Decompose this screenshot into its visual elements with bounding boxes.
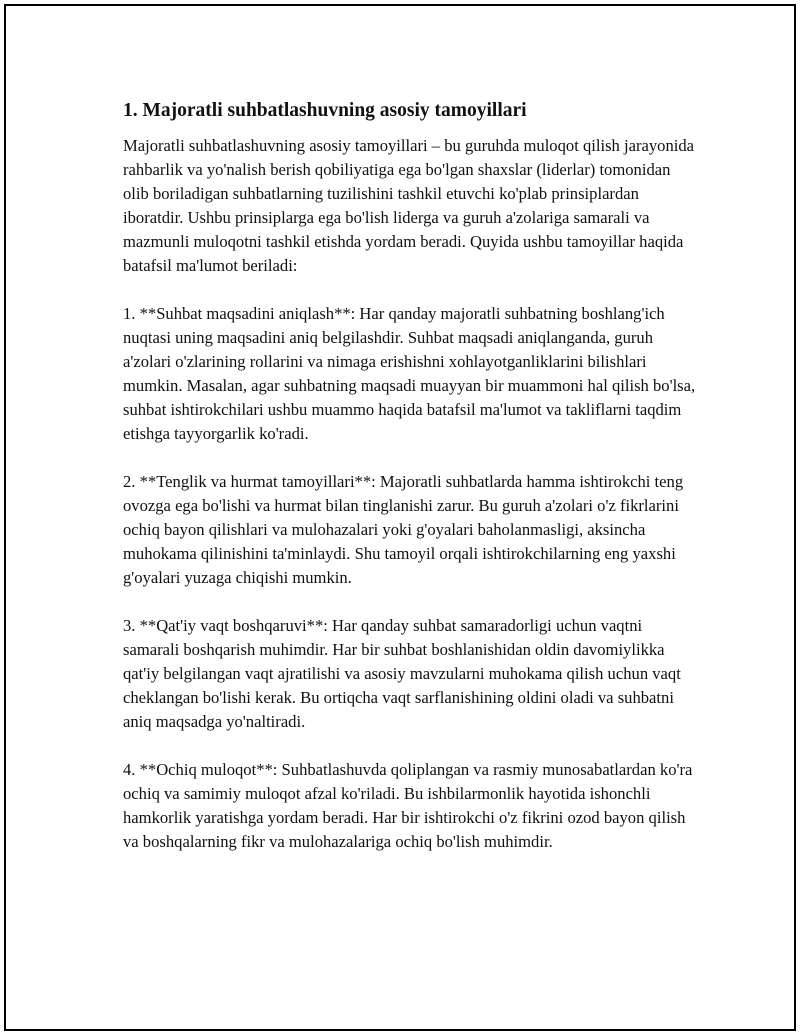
principle-4-paragraph: 4. **Ochiq muloqot**: Suhbatlashuvda qoliplangan va rasmiy munosabatlardan ko'ra ochiq va samimiy muloqot afzal ko'riladi. Bu ishbilarmonlik hayotida ishonchli hamkorlik yaratishga yordam beradi. Har bir ishtirokchi o'z fikrini ozod bayon qilish va boshqalarning fikr va mulohazalariga ochiq bo'lish muhimdir. <box>123 760 693 851</box>
principle-1-paragraph: 1. **Suhbat maqsadini aniqlash**: Har qanday majoratli suhbatning boshlang'ich nuqtasi uning maqsadini aniq belgilashdir. Suhbat maqsadi aniqlanganda, guruh a'zolari o'zlarining rollarini va nimaga erishishni xohlayotganliklarini bilishlari mumkin. Masalan, agar suhbatning maqsadi muayyan bir muammoni hal qilish bo'lsa, suhbat ishtirokchilari ushbu muammo haqida batafsil ma'lumot va takliflarni taqdim etishga tayyorgarlik ko'radi. <box>123 304 696 443</box>
document-body <box>123 98 698 854</box>
intro-paragraph: Majoratli suhbatlashuvning asosiy tamoyillari – bu guruhda muloqot qilish jarayonida rahbarlik va yo'nalish berish qobiliyatiga ega bo'lgan shaxslar (liderlar) tomonidan olib boriladigan suhbatlarning tuzilishini tashkil etuvchi ko'plab prinsiplardan iboratdir. Ushbu prinsiplarga ega bo'lish liderga va guruh a'zolariga samarali va mazmunli muloqotni tashkil etishda yordam beradi. Quyida ushbu tamoyillar haqida batafsil ma'lumot beriladi: <box>123 136 695 275</box>
page-frame <box>4 4 796 1031</box>
principle-3-paragraph: 3. **Qat'iy vaqt boshqaruvi**: Har qanday suhbat samaradorligi uchun vaqtni samarali boshqarish muhimdir. Har bir suhbat boshlanishidan oldin davomiylikka qat'iy belgilangan vaqt ajratilishi va asosiy mavzularni muhokama qilish uchun vaqt cheklangan bo'lishi kerak. Bu ortiqcha vaqt sarflanishining oldini oladi va suhbatni aniq maqsadga yo'naltiradi. <box>123 616 681 731</box>
section-heading: 1. Majoratli suhbatlashuvning asosiy tamoyillari <box>123 100 527 121</box>
principle-2-paragraph: 2. **Tenglik va hurmat tamoyillari**: Majoratli suhbatlarda hamma ishtirokchi teng ovozga ega bo'lishi va hurmat bilan tinglanishi zarur. Bu guruh a'zolari o'z fikrlarini ochiq bayon qilishlari va mulohazalari yoki g'oyalari baholanmasligi, aksincha muhokama qilinishini ta'minlaydi. Shu tamoyil orqali ishtirokchilarning eng yaxshi g'oyalari yuzaga chiqishi mumkin. <box>123 472 684 587</box>
